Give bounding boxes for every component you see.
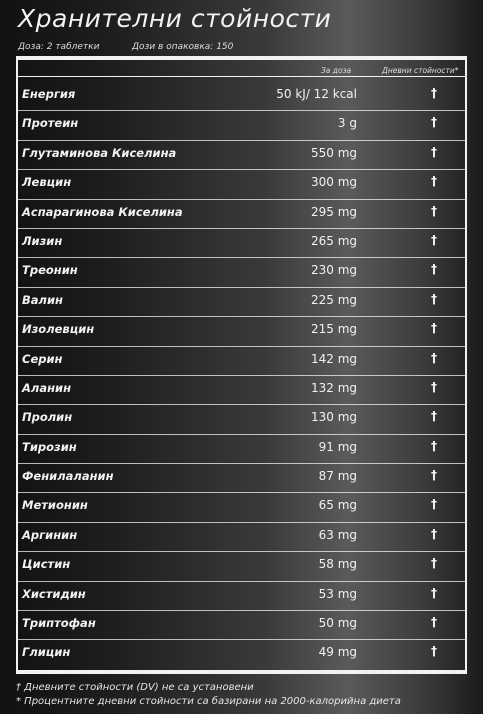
serving-size: Доза: 2 таблетки <box>18 42 100 52</box>
table-row <box>16 317 467 346</box>
table-row <box>16 288 467 317</box>
table-row <box>16 523 467 552</box>
table-row <box>16 82 467 111</box>
table-row <box>16 200 467 229</box>
table-row <box>16 435 467 464</box>
panel-title: Хранителни стойности <box>18 4 332 33</box>
daily-value-mark: † <box>431 291 437 306</box>
column-header-per-dose: За доза <box>321 66 352 75</box>
nutrient-amount: 3 g <box>337 116 357 131</box>
nutrient-name: Левцин <box>22 175 72 190</box>
daily-value-mark: † <box>431 86 437 100</box>
daily-value-mark: † <box>431 144 437 159</box>
nutrient-amount: 53 mg <box>318 586 357 601</box>
table-row <box>16 376 467 405</box>
daily-value-mark: † <box>431 350 437 365</box>
daily-value-mark: † <box>431 115 437 130</box>
bottom-divider <box>16 670 467 674</box>
table-row <box>16 611 467 640</box>
daily-value-mark: † <box>431 232 437 247</box>
daily-value-mark: † <box>431 409 437 424</box>
nutrient-name: Триптофан <box>22 616 96 631</box>
nutrient-table <box>16 82 467 670</box>
header-divider <box>16 76 467 77</box>
daily-value-mark: † <box>431 468 437 483</box>
nutrient-name: Глутаминова Киселина <box>22 145 177 160</box>
nutrient-name: Пролин <box>22 410 73 425</box>
daily-value-mark: † <box>431 526 437 541</box>
nutrient-amount: 50 mg <box>318 616 357 631</box>
nutrient-name: Хистидин <box>22 586 86 601</box>
nutrient-name: Аргинин <box>22 527 78 542</box>
table-row <box>16 493 467 522</box>
nutrient-amount: 87 mg <box>318 469 357 484</box>
nutrient-amount: 215 mg <box>310 322 357 337</box>
daily-value-mark: † <box>431 438 437 453</box>
nutrient-name: Серин <box>22 351 63 366</box>
daily-value-mark: † <box>431 615 437 630</box>
table-row <box>16 141 467 170</box>
column-header-daily-value: Дневни стойности* <box>382 66 459 75</box>
table-row <box>16 552 467 581</box>
footnote-dv-not-established: † Дневните стойности (DV) не са установени <box>16 682 254 693</box>
table-row <box>16 640 467 669</box>
nutrient-amount: 142 mg <box>310 351 357 366</box>
nutrient-amount: 91 mg <box>318 439 357 454</box>
table-row <box>16 405 467 434</box>
daily-value-mark: † <box>431 321 437 336</box>
daily-value-mark: † <box>431 556 437 571</box>
nutrient-amount: 49 mg <box>318 645 357 660</box>
footnote-percent-daily-values: * Процентните дневни стойности са базирани на 2000-калорийна диета <box>16 696 401 707</box>
nutrient-name: Глицин <box>22 645 71 660</box>
nutrient-amount: 63 mg <box>318 527 357 542</box>
table-row <box>16 347 467 376</box>
nutrient-name: Треонин <box>22 263 78 278</box>
daily-value-mark: † <box>431 497 437 512</box>
table-row <box>16 258 467 287</box>
nutrient-amount: 58 mg <box>318 557 357 572</box>
nutrient-name: Метионин <box>22 498 88 513</box>
daily-value-mark: † <box>431 644 437 659</box>
nutrient-amount: 132 mg <box>310 380 357 395</box>
nutrient-amount: 130 mg <box>310 410 357 425</box>
table-row <box>16 464 467 493</box>
servings-per-container: Дози в опаковка: 150 <box>132 42 234 52</box>
nutrient-name: Аспарагинова Киселина <box>22 204 183 219</box>
nutrient-name: Изолевцин <box>22 322 95 337</box>
nutrient-amount: 550 mg <box>310 145 357 160</box>
nutrient-amount: 230 mg <box>310 263 357 278</box>
daily-value-mark: † <box>431 203 437 218</box>
table-row <box>16 582 467 611</box>
nutrient-amount: 65 mg <box>318 498 357 513</box>
nutrient-name: Протеин <box>22 116 79 131</box>
daily-value-mark: † <box>431 262 437 277</box>
nutrient-amount: 265 mg <box>310 233 357 248</box>
nutrient-name: Фенилаланин <box>22 469 114 484</box>
table-row <box>16 229 467 258</box>
daily-value-mark: † <box>431 174 437 189</box>
daily-value-mark: † <box>431 379 437 394</box>
nutrient-amount: 50 kJ/ 12 kcal <box>276 87 357 101</box>
daily-value-mark: † <box>431 585 437 600</box>
nutrient-name: Аланин <box>22 380 72 395</box>
nutrient-name: Енергия <box>22 87 76 101</box>
table-row <box>16 111 467 140</box>
nutrient-amount: 295 mg <box>310 204 357 219</box>
table-row <box>16 170 467 199</box>
nutrient-name: Лизин <box>22 233 63 248</box>
nutrient-name: Цистин <box>22 557 71 572</box>
nutrient-amount: 300 mg <box>310 175 357 190</box>
nutrient-name: Тирозин <box>22 439 77 454</box>
nutrient-name: Валин <box>22 292 63 307</box>
nutrient-amount: 225 mg <box>310 292 357 307</box>
